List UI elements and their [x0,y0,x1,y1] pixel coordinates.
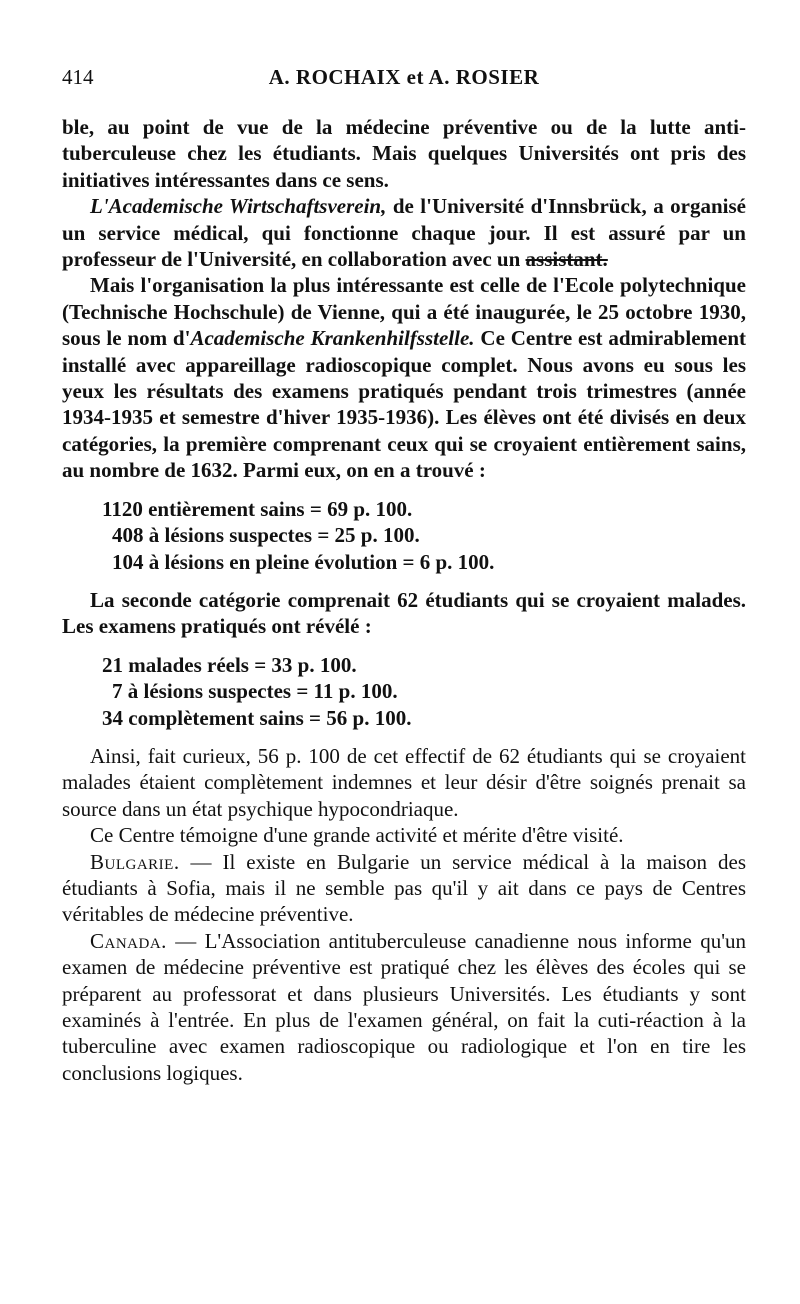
paragraph-8-text: — L'Association antituberculeuse canadienne nous informe qu'un examen de médecine préventive est pratiqué chez les élèves des écoles qui se préparent au professorat et dans plusieurs Universités. Les étudiants y sont examinés à l'entrée. En plus de l'examen général, on fait la cuti-réaction à la tuberculine avec examen radioscopique ou radiologique et l'on en tire les conclusions logiques. [62,928,746,1085]
page-number: 414 [62,65,94,89]
paragraph-7 [62,849,746,928]
paragraph-2-text: de l'Université d'Innsbrück, a organisé un service médical, qui fonctionne chaque jour. Il est assuré par un professeur de l'Université, en collaboration avec un [62,194,746,272]
list-item: 34 complètement sains = 56 p. 100. [102,705,412,730]
bold-text-block [62,114,746,731]
paragraph-2-struck: assistant. [525,247,608,272]
running-head: A. ROCHAIX et A. ROSIER [268,65,540,89]
country-heading-bulgaria: Bulgarie. [90,849,180,874]
paragraph-1: ble, au point de vue de la médecine préventive ou de la lutte anti-tuberculeuse chez les étudiants. Mais quelques Universités ont pris des initiatives intéressantes dans ce sens. [62,115,746,192]
paragraph-3-start: Mais l'organisation la plus intéressante est celle de l'Ecole polytechnique (Technische Hochschule) de Vienne, qui a été inaugurée, le 25 octobre 1930, sous le nom d' [62,273,746,351]
paragraph-4: La seconde catégorie comprenait 62 étudiants qui se croyaient malades. Les examens pratiqués ont révélé : [62,587,746,639]
paragraph-3-italic: Academische Krankenhilfsstelle. [190,326,475,351]
book-page [62,62,746,1086]
body-text [62,114,746,1086]
paragraph-5: Ainsi, fait curieux, 56 p. 100 de cet effectif de 62 étudiants qui se croyaient malades étaient complètement indemnes et leur désir d'être soignés prenait sa source dans un état psychique hypocondriaque. [62,743,746,821]
paragraph-2-italic: L'Academische Wirtschaftsverein, [90,194,387,219]
paragraph-2 [62,193,746,272]
country-heading-canada: Canada. [90,928,167,953]
paragraph-3-rest: Ce Centre est admirablement installé avec appareillage radioscopique complet. Nous avons eu sous les yeux les résultats des examens pratiqués pendant trois trimestres (année 1934-1935 et semestre d'hiver 1935-1936). Les élèves ont été divisés en deux catégories, la première comprenant ceux qui se croyaient entièrement sains, au nombre de 1632. Parmi eux, on en a trouvé : [62,326,747,483]
paragraph-7-text: — Il existe en Bulgarie un service médical à la maison des étudiants à Sofia, mais il ne semble pas qu'il y ait dans ce pays de Centres véritables de médecine préventive. [62,849,746,927]
paragraph-3 [62,272,746,483]
list-item: 1120 entièrement sains = 69 p. 100. [102,496,413,521]
paragraph-8 [62,928,746,1086]
results-list-2 [102,652,746,731]
list-item: 21 malades réels = 33 p. 100. [102,652,357,677]
page-header [62,62,746,92]
list-item: 104 à lésions en pleine évolution = 6 p. 100. [112,549,495,574]
results-list-1 [102,496,746,575]
list-item: 7 à lésions suspectes = 11 p. 100. [112,679,398,704]
list-item: 408 à lésions suspectes = 25 p. 100. [112,523,420,548]
paragraph-6: Ce Centre témoigne d'une grande activité et mérite d'être visité. [90,823,624,848]
